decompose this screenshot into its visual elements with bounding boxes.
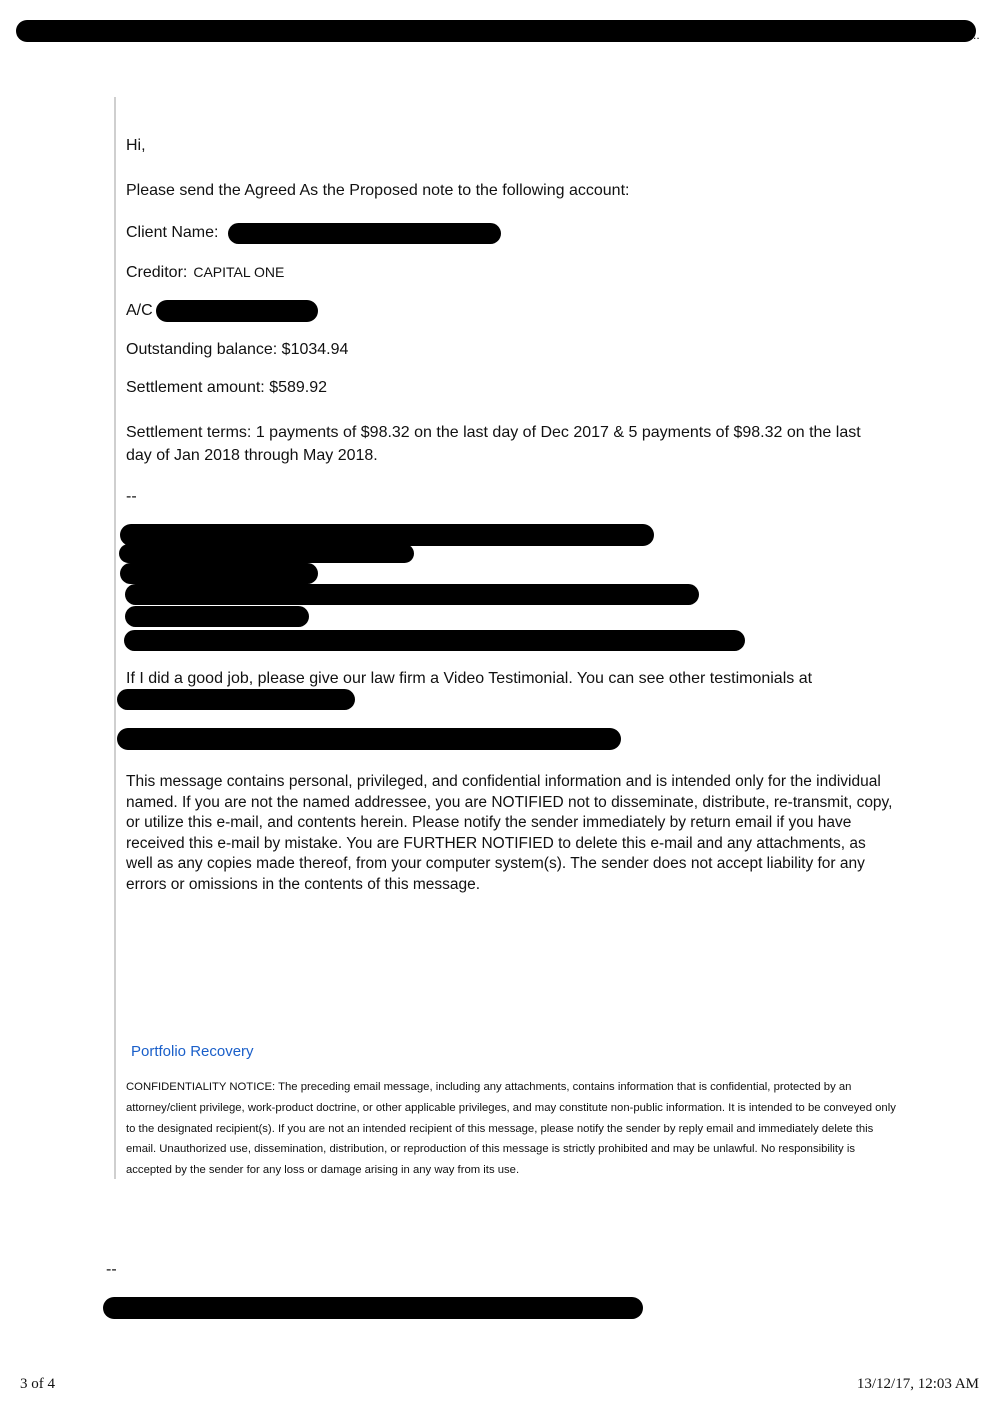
redacted-account-number <box>156 300 318 322</box>
email-disclaimer: This message contains personal, privileged, and confidential information and is intended only for the individual named. If you are not the named addressee, you are NOTIFIED not to disseminate, distribute, re-transmit, copy, or utilize this e-mail, and contents herein. Please notify the sender immediately by return email if you have received this e-mail by mistake. You are FURTHER NOTIFIED to delete this e-mail and any attachments, as well as any copies made thereof, from your computer system(s). The sender does not accept liability for any errors or omissions in the contents of this message. <box>126 773 893 893</box>
request-line: Please send the Agreed As the Proposed note to the following account: <box>126 182 630 199</box>
testimonial-text: If I did a good job, please give our law firm a Video Testimonial. You can see other testimonials at <box>126 670 813 687</box>
redacted-header <box>16 20 976 42</box>
outer-separator: -- <box>106 1261 117 1278</box>
redacted-testimonial-link <box>117 689 355 710</box>
company-link[interactable]: Portfolio Recovery <box>131 1043 254 1060</box>
redacted-signature-line <box>124 630 745 651</box>
signature-separator: -- <box>126 488 137 505</box>
redacted-signature-line <box>119 544 414 563</box>
outstanding-balance: Outstanding balance: $1034.94 <box>126 341 349 358</box>
client-name-label: Client Name: <box>126 224 219 241</box>
account-label: A/C <box>126 302 153 319</box>
header-trailing-dots: .. <box>973 28 980 42</box>
redacted-outer-signature <box>103 1297 643 1319</box>
creditor-value: CAPITAL ONE <box>193 264 285 280</box>
redacted-signature-line <box>120 563 318 584</box>
settlement-amount: Settlement amount: $589.92 <box>126 379 328 396</box>
confidentiality-notice: CONFIDENTIALITY NOTICE: The preceding email message, including any attachments, contains information that is confidential, protected by an attorney/client privilege, work-product doctrine, or other applicable privileges, and may constitute non-public information. It is intended to be conveyed only to the designated recipient(s). If you are not an intended recipient of this message, please notify the sender by reply email and immediately delete this email. Unauthorized use, dissemination, distribution, or reproduction of this message is strictly prohibited and may be unlawful. No responsibility is accepted by the sender for any loss or damage arising in any way from its use. <box>126 1081 896 1177</box>
redacted-signature-line <box>120 524 654 546</box>
redacted-client-name <box>228 223 501 244</box>
creditor-label: Creditor: <box>126 264 188 281</box>
redacted-signature-line <box>125 606 309 627</box>
redacted-signature-line <box>125 584 699 605</box>
quote-bar <box>114 97 116 1179</box>
settlement-terms: Settlement terms: 1 payments of $98.32 on the last day of Dec 2017 & 5 payments of $98.32 on the last day of Jan 2018 through May 2018. <box>126 424 861 464</box>
redacted-link-line <box>117 728 621 750</box>
creditor-line <box>126 261 284 284</box>
page-indicator: 3 of 4 <box>20 1376 55 1392</box>
greeting: Hi, <box>126 137 146 154</box>
print-timestamp: 13/12/17, 12:03 AM <box>856 1376 979 1392</box>
